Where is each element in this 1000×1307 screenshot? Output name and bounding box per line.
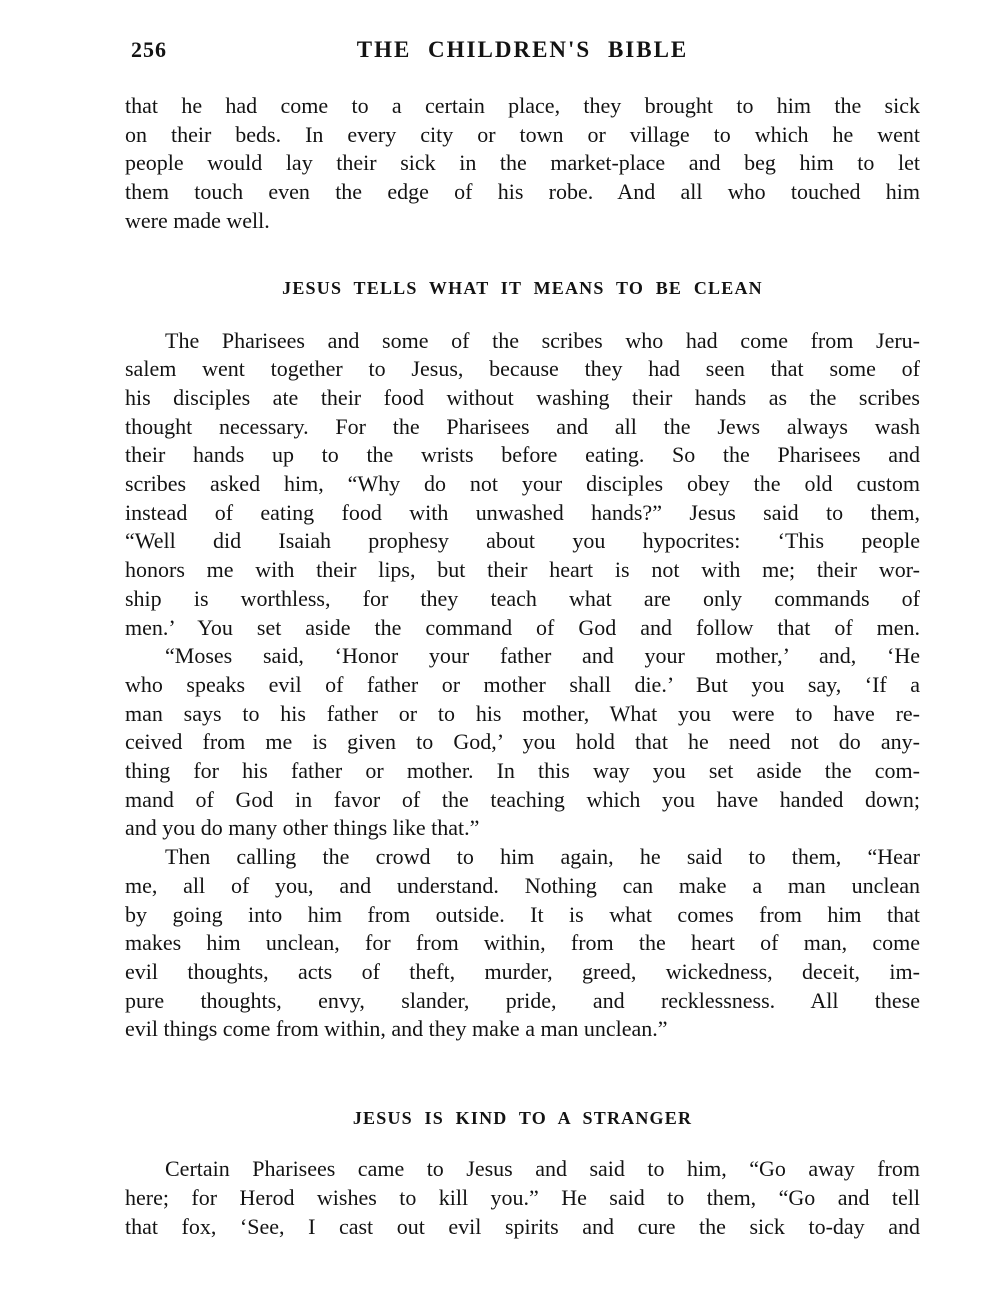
text-line: evil thoughts, acts of theft, murder, greed, wickedness, deceit, im- <box>125 958 920 984</box>
text-line: “Moses said, ‘Honor your father and your mother,’ and, ‘He <box>165 643 920 669</box>
text-line: thought necessary. For the Pharisees and all the Jews always wash <box>125 413 920 439</box>
text-line: instead of eating food with unwashed hands?” Jesus said to them, <box>125 499 920 525</box>
text-line: makes him unclean, for from within, from the heart of man, come <box>125 930 920 956</box>
text-column <box>125 35 920 1241</box>
text-line: his disciples ate their food without washing their hands as the scribes <box>125 384 920 410</box>
text-line: Certain Pharisees came to Jesus and said to him, “Go away from <box>165 1156 920 1182</box>
text-line: honors me with their lips, but their heart is not with me; their wor- <box>125 557 920 583</box>
text-line: here; for Herod wishes to kill you.” He said to them, “Go and tell <box>125 1184 920 1210</box>
page-body <box>125 92 920 1241</box>
text-line: mand of God in favor of the teaching which you have handed down; <box>125 786 920 812</box>
text-line: pure thoughts, envy, slander, pride, and recklessness. All these <box>125 987 920 1013</box>
text-line: men.’ You set aside the command of God and follow that of men. <box>125 614 920 640</box>
text-line: man says to his father or to his mother, What you were to have re- <box>125 700 920 726</box>
text-line: The Pharisees and some of the scribes who had come from Jeru- <box>165 327 920 353</box>
text-line: who speaks evil of father or mother shall die.’ But you say, ‘If a <box>125 671 920 697</box>
text-line: Then calling the crowd to him again, he said to them, “Hear <box>165 844 920 870</box>
text-line: “Well did Isaiah prophesy about you hypocrites: ‘This people <box>125 528 920 554</box>
text-line: them touch even the edge of his robe. And all who touched him <box>125 179 920 205</box>
paragraph <box>125 327 920 643</box>
text-line: evil things come from within, and they make a man unclean.” <box>125 1016 668 1042</box>
text-line: me, all of you, and understand. Nothing can make a man unclean <box>125 872 920 898</box>
paragraph <box>125 843 920 1044</box>
page-number: 256 <box>131 37 167 62</box>
text-line: their hands up to the wrists before eating. So the Pharisees and <box>125 442 920 468</box>
text-line: ceived from me is given to God,’ you hold that he need not do any- <box>125 729 920 755</box>
text-line: that he had come to a certain place, they brought to him the sick <box>125 93 920 118</box>
text-line: that fox, ‘See, I cast out evil spirits and cure the sick to-day and <box>125 1213 920 1239</box>
section-heading: JESUS IS KIND TO A STRANGER <box>352 1108 693 1129</box>
text-line: on their beds. In every city or town or village to which he went <box>125 121 920 147</box>
text-line: salem went together to Jesus, because they had seen that some of <box>125 356 920 382</box>
paragraph <box>125 642 920 843</box>
paragraph <box>125 92 920 236</box>
text-line: by going into him from outside. It is what comes from him that <box>125 901 920 927</box>
text-line: were made well. <box>125 207 270 233</box>
paragraph <box>125 1155 920 1241</box>
text-line: and you do many other things like that.” <box>125 815 480 841</box>
text-line: scribes asked him, “Why do not your disciples obey the old custom <box>125 471 920 497</box>
text-line: people would lay their sick in the market-place and beg him to let <box>125 150 920 176</box>
section-heading: JESUS TELLS WHAT IT MEANS TO BE CLEAN <box>282 277 763 298</box>
text-line: ship is worthless, for they teach what are only commands of <box>125 585 920 611</box>
running-head <box>125 35 920 65</box>
text-line: thing for his father or mother. In this way you set aside the com- <box>125 758 920 784</box>
running-title: THE CHILDREN'S BIBLE <box>356 37 689 62</box>
